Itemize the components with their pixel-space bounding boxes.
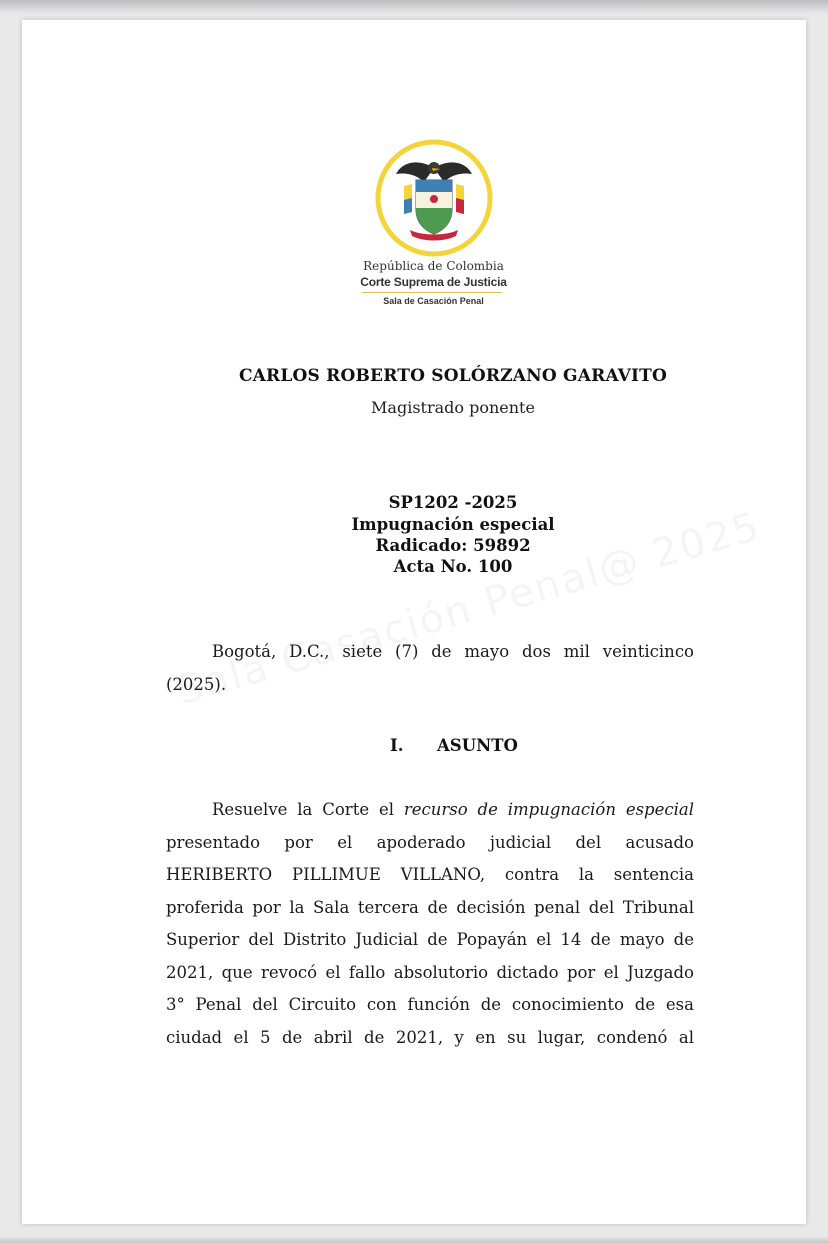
date-line-2: (2025). (166, 674, 227, 694)
section-title: ASUNTO (437, 736, 518, 755)
colombia-coat-of-arms-seal (374, 138, 494, 258)
section-number: I. (390, 736, 404, 755)
asunto-line-3: HERIBERTO PILLIMUE VILLANO, contra la sentencia (166, 865, 694, 884)
asunto-line-5: Superior del Distrito Judicial de Popayán el 14 de mayo de (166, 930, 694, 949)
reference-code: SP1202 -2025 (388, 493, 518, 512)
institution-court: Corte Suprema de Justicia (360, 275, 507, 289)
magistrado-name: CARLOS ROBERTO SOLÓRZANO GARAVITO (238, 366, 668, 386)
asunto-line-2: presentado por el apoderado judicial del acusado (166, 832, 694, 852)
asunto-line-1 (166, 794, 694, 827)
asunto-line-1-text: Resuelve la Corte el (212, 800, 404, 819)
viewer-top-edge (0, 0, 828, 14)
institution-country: República de Colombia (363, 259, 504, 273)
reference-type: Impugnación especial (351, 515, 555, 534)
asunto-line-4: proferida por la Sala tercera de decisión penal del Tribunal (166, 897, 694, 917)
institution-chamber: Sala de Casación Penal (383, 296, 484, 306)
date-line-1: Bogotá, D.C., siete (7) de mayo dos mil veinticinco (212, 642, 694, 661)
reference-acta: Acta No. 100 (393, 557, 513, 576)
document-page (22, 20, 806, 1224)
date-paragraph (166, 636, 694, 701)
institution-divider (362, 292, 502, 293)
asunto-line-7: 3° Penal del Circuito con función de conocimiento de esa (166, 995, 694, 1014)
asunto-line-1-italic: recurso de impugnación especial (403, 800, 695, 819)
reference-radicado: Radicado: 59892 (375, 536, 531, 555)
asunto-line-8: ciudad el 5 de abril de 2021, y en su lugar, condenó al (166, 1027, 694, 1047)
magistrado-role: Magistrado ponente (371, 398, 535, 417)
viewer-bottom-edge (0, 1236, 828, 1243)
asunto-line-6: 2021, que revocó el fallo absolutorio dictado por el Juzgado (166, 962, 694, 982)
asunto-paragraph (166, 794, 694, 1054)
